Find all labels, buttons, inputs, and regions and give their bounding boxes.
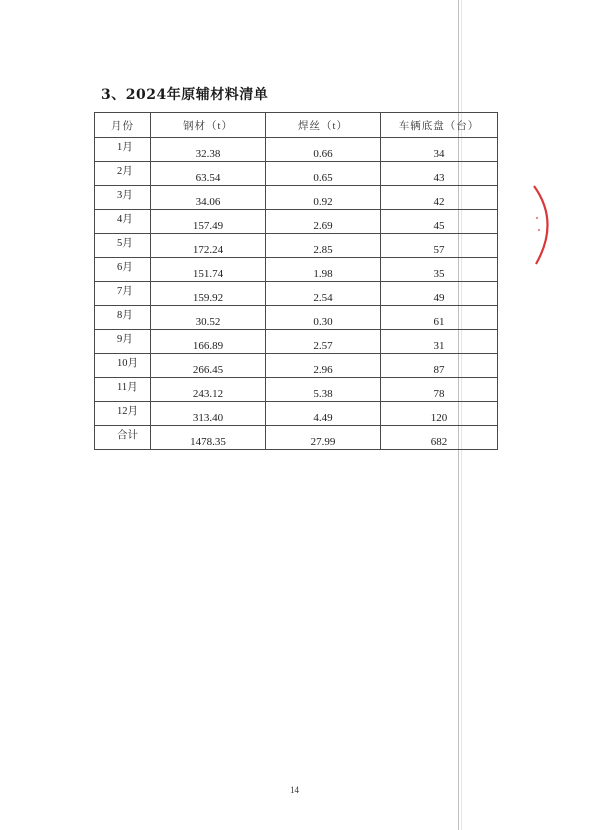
chassis-count-cell: 45 [381, 210, 498, 234]
steel-value-cell: 166.89 [151, 330, 266, 354]
header-steel: 钢材（t） [151, 113, 266, 138]
chassis-count-cell: 57 [381, 234, 498, 258]
welding-wire-value-cell: 0.66 [266, 138, 381, 162]
table-row [95, 378, 498, 402]
table-header-row [95, 113, 498, 138]
welding-wire-value-cell: 27.99 [266, 426, 381, 450]
month-cell: 合计 [95, 426, 151, 450]
welding-wire-value-cell: 2.54 [266, 282, 381, 306]
table-row [95, 282, 498, 306]
welding-wire-value-cell: 2.85 [266, 234, 381, 258]
chassis-count-cell: 31 [381, 330, 498, 354]
month-cell: 7月 [95, 282, 151, 306]
chassis-count-cell: 42 [381, 186, 498, 210]
steel-value-cell: 1478.35 [151, 426, 266, 450]
steel-value-cell: 151.74 [151, 258, 266, 282]
header-vehicle-chassis: 车辆底盘（台） [381, 113, 498, 138]
steel-value-cell: 266.45 [151, 354, 266, 378]
welding-wire-value-cell: 4.49 [266, 402, 381, 426]
welding-wire-value-cell: 2.69 [266, 210, 381, 234]
steel-value-cell: 159.92 [151, 282, 266, 306]
table-row [95, 186, 498, 210]
month-cell: 12月 [95, 402, 151, 426]
steel-value-cell: 243.12 [151, 378, 266, 402]
welding-wire-value-cell: 0.65 [266, 162, 381, 186]
chassis-count-cell: 61 [381, 306, 498, 330]
chassis-count-cell: 120 [381, 402, 498, 426]
month-cell: 2月 [95, 162, 151, 186]
chassis-count-cell: 35 [381, 258, 498, 282]
welding-wire-value-cell: 1.98 [266, 258, 381, 282]
table-row [95, 306, 498, 330]
table-row [95, 354, 498, 378]
month-cell: 6月 [95, 258, 151, 282]
month-cell: 11月 [95, 378, 151, 402]
table-row [95, 330, 498, 354]
month-cell: 5月 [95, 234, 151, 258]
month-cell: 1月 [95, 138, 151, 162]
month-cell: 9月 [95, 330, 151, 354]
steel-value-cell: 172.24 [151, 234, 266, 258]
welding-wire-value-cell: 2.57 [266, 330, 381, 354]
table-row [95, 402, 498, 426]
chassis-count-cell: 682 [381, 426, 498, 450]
month-cell: 4月 [95, 210, 151, 234]
table-total-row [95, 426, 498, 450]
steel-value-cell: 313.40 [151, 402, 266, 426]
chassis-count-cell: 34 [381, 138, 498, 162]
welding-wire-value-cell: 0.92 [266, 186, 381, 210]
month-cell: 8月 [95, 306, 151, 330]
steel-value-cell: 63.54 [151, 162, 266, 186]
table-row [95, 210, 498, 234]
table-body [95, 138, 498, 450]
welding-wire-value-cell: 0.30 [266, 306, 381, 330]
raw-materials-table [94, 112, 498, 450]
header-month: 月份 [95, 113, 151, 138]
table-row [95, 138, 498, 162]
chassis-count-cell: 49 [381, 282, 498, 306]
welding-wire-value-cell: 2.96 [266, 354, 381, 378]
chassis-count-cell: 87 [381, 354, 498, 378]
header-welding-wire: 焊丝（t） [266, 113, 381, 138]
steel-value-cell: 34.06 [151, 186, 266, 210]
chassis-count-cell: 43 [381, 162, 498, 186]
month-cell: 3月 [95, 186, 151, 210]
table-row [95, 162, 498, 186]
section-title: 3、2024年原辅材料清单 [101, 87, 269, 103]
table-row [95, 258, 498, 282]
table-row [95, 234, 498, 258]
red-seal-stamp-edge [510, 182, 566, 268]
welding-wire-value-cell: 5.38 [266, 378, 381, 402]
steel-value-cell: 30.52 [151, 306, 266, 330]
chassis-count-cell: 78 [381, 378, 498, 402]
page-number: 14 [290, 785, 299, 795]
steel-value-cell: 157.49 [151, 210, 266, 234]
month-cell: 10月 [95, 354, 151, 378]
steel-value-cell: 32.38 [151, 138, 266, 162]
